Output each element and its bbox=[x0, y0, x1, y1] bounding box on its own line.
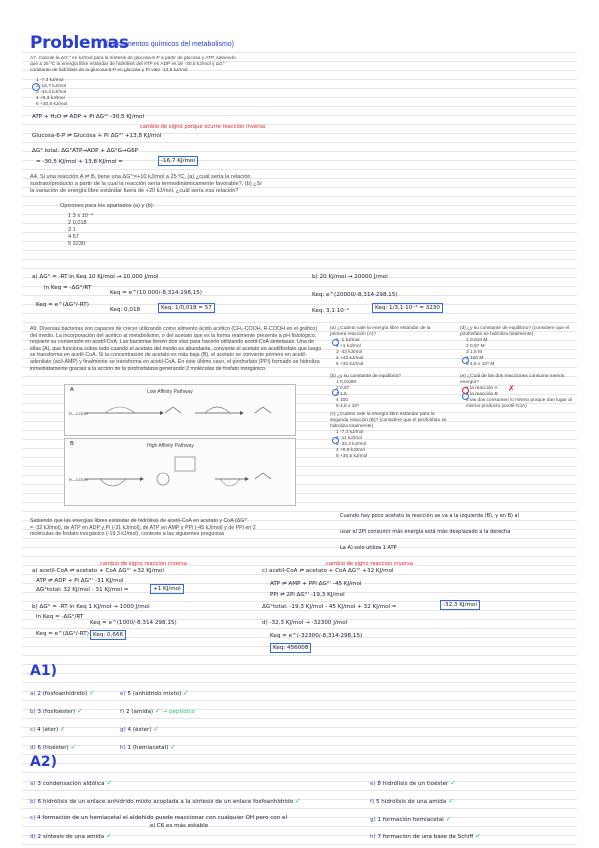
a9-qd-option: 4 100 M bbox=[466, 356, 484, 361]
circle-mark-icon bbox=[332, 389, 339, 396]
a9-qe-option: 1 la reacción A bbox=[466, 386, 498, 391]
wrong-mark-icon: ✗ bbox=[508, 384, 515, 393]
a2-item-label: b) bbox=[30, 799, 36, 805]
page-title: Problemas bbox=[30, 33, 129, 53]
a1-item-text: 2 (fosfoanhídrido) bbox=[37, 691, 88, 697]
circle-mark-icon bbox=[332, 437, 339, 444]
pathway-a-title: Low Affinity Pathway bbox=[147, 389, 193, 395]
a4-text-1: A4. Si una reacción A ⇌ B, tiene una ΔG°'=+10 kJ/mol a 25 ºC, (a) ¿cuál sería la relación bbox=[30, 174, 251, 180]
ruled-line bbox=[22, 124, 577, 125]
a1-item bbox=[30, 725, 66, 733]
a1-item-text: 4 (éter) bbox=[37, 727, 59, 733]
pathway-b-title: High Affinity Pathway bbox=[147, 443, 194, 449]
pathway-b-diagram bbox=[65, 439, 295, 505]
a2-item-label: c) bbox=[30, 815, 36, 821]
ruled-line bbox=[22, 322, 577, 323]
a7-option: 2 -16,7 kJ/mol bbox=[36, 84, 67, 89]
a9-note-3: La A) solo utiliza 1 ATP bbox=[340, 545, 397, 551]
a4-b-result: Keq: 1/3,1·10⁻⁴ = 3230 bbox=[372, 303, 443, 313]
pathway-b-panel bbox=[64, 438, 296, 506]
a9-qe-title: (e) ¿Cuál de las dos reacciones consume menos energía? bbox=[460, 374, 565, 385]
a7-text-1: A7. Calcule la ΔG°' en kJ/mol para la síntesis de glucosa-6-P a partir de glucosa y ATP, sabiendo bbox=[30, 56, 236, 61]
a9-ans-a-1: a) acetil-CoA ⇌ acetato + CoA ΔG°' +32 KJ/mol bbox=[32, 568, 164, 574]
ruled-line bbox=[22, 574, 577, 575]
ruled-line bbox=[22, 259, 577, 260]
a4-option: 4 57 bbox=[68, 234, 79, 240]
ruled-line bbox=[22, 232, 577, 233]
check-icon: ✓ bbox=[448, 797, 454, 805]
a1-item-label: g) bbox=[120, 727, 126, 733]
a1-item-text: 3 (fosfoéster) bbox=[37, 709, 76, 715]
a7-question bbox=[30, 56, 270, 74]
check-icon: ✓ bbox=[295, 797, 301, 805]
a1-item bbox=[120, 725, 159, 733]
page-subtitle: (fundamentos químicos del metabolismo) bbox=[106, 41, 235, 48]
a2-item-label: g) bbox=[370, 817, 376, 823]
ruled-line bbox=[22, 79, 577, 80]
a9-qd-option: 1 0,010 M bbox=[466, 338, 488, 343]
a9-qd-option: 2 0,67 M bbox=[466, 344, 485, 349]
a7-option: 1 -7,3 kJ/mol bbox=[36, 78, 64, 83]
a2-item-text: 6 hidrólisis de un enlace anhídrido mixto acoplada a la síntesis de un enlace fosfoanhídrido bbox=[37, 799, 294, 805]
ruled-line bbox=[22, 547, 577, 548]
a9-qd-option: 5 4,6 x 10⁵ M bbox=[466, 362, 495, 367]
a1-item-text: 5 (anhídrido mixto) bbox=[127, 691, 182, 697]
check-icon: ✓ bbox=[445, 815, 452, 823]
a2-heading: A2) bbox=[30, 754, 57, 770]
a9-ans-b-2: ln Keq = -ΔG°/RT bbox=[36, 614, 84, 620]
circle-mark-icon bbox=[462, 357, 469, 364]
a9-ans-b-3: Keq = e^(1000/-8,314·298,15) bbox=[90, 620, 177, 626]
a9-qa-option: 3 -43 kJ/mol bbox=[336, 350, 363, 355]
a9-qb-option: 2 0,67 bbox=[336, 386, 350, 391]
a9-qb-option: 4 100 bbox=[336, 398, 349, 403]
pathway-a-panel bbox=[64, 384, 296, 436]
a2-item-text: 5 hidrólisis de una amida bbox=[375, 799, 447, 805]
ruled-line bbox=[22, 610, 577, 611]
a4-question bbox=[30, 174, 360, 195]
ruled-line bbox=[22, 223, 577, 224]
a9-qc bbox=[330, 412, 448, 460]
ruled-line bbox=[22, 790, 577, 791]
a7-hw-3: ΔG° total: ΔG°ATP→ADP + ΔG°G→G6P bbox=[32, 148, 139, 154]
a1-item-label: a) bbox=[30, 691, 36, 697]
ruled-line bbox=[22, 88, 577, 89]
a1-heading: A1) bbox=[30, 663, 57, 679]
ruled-line bbox=[22, 664, 577, 665]
ruled-line bbox=[22, 268, 577, 269]
svg-text:R—COOH: R—COOH bbox=[69, 477, 88, 482]
a1-item bbox=[120, 707, 195, 715]
a9-qa-option: 4 +43 kJ/mol bbox=[336, 356, 364, 361]
ruled-line bbox=[22, 286, 577, 287]
a2-item-label: d) bbox=[30, 834, 36, 840]
ruled-line bbox=[22, 718, 577, 719]
check-icon: ✓ bbox=[70, 743, 77, 751]
a7-red-note: cambio de signo porque ocurre reacción inversa bbox=[140, 124, 266, 130]
a9-qa-title: (a) ¿Cuánto vale la energía libre estándar de la primera reacción (A)? bbox=[330, 326, 431, 337]
ruled-line bbox=[22, 808, 577, 809]
check-icon: ✓ bbox=[106, 779, 113, 787]
a4-text-3: la variación de energía libre estándar fuera de +20 kJ/mol, ¿cuál sería esa relación? bbox=[30, 188, 239, 194]
a2-item-text: 7 formación de una base de Schiff bbox=[377, 834, 474, 840]
a2-item bbox=[30, 797, 301, 805]
a9-ans-c-4: ΔG°total: -19,3 KJ/mol - 45 KJ/mol + 32 KJ/mol = bbox=[262, 604, 397, 610]
a4-text-2: sustrato/producto a partir de la cual la reacción sería termodinámicamente favorable?, (b) ¿Si bbox=[30, 181, 262, 187]
a9-qb-option: 3 1,5 bbox=[336, 392, 347, 397]
ruled-line bbox=[22, 601, 577, 602]
a4-b-line-1: b) 20 KJ/mol → 20000 J/mol bbox=[312, 274, 388, 280]
a1-item-text: 6 (tioéster) bbox=[37, 745, 69, 751]
ruled-line bbox=[22, 844, 577, 845]
a9-ans-c-2: ATP ⇌ AMP + PPi ΔG°' -45 KJ/mol bbox=[270, 581, 362, 587]
a1-item-text: 4 (éster) bbox=[127, 727, 152, 733]
a9-red-a: cambio de signo reacción inversa bbox=[100, 561, 187, 567]
check-icon: ✓ bbox=[153, 725, 160, 733]
a1-item-label: c) bbox=[30, 727, 36, 733]
a4-option: 2 0,018 bbox=[68, 220, 87, 226]
a4-option: 1 3 x 10⁻⁴ bbox=[68, 213, 94, 219]
a1-item bbox=[120, 689, 189, 697]
a1-item-label: f) bbox=[120, 709, 125, 715]
a7-options bbox=[36, 78, 67, 108]
a2-item-label: f) bbox=[370, 799, 375, 805]
a2-item bbox=[30, 815, 287, 821]
a9-ans-a-2: ATP ⇌ ADP + Pi ΔG°' -31 KJ/mol bbox=[36, 578, 124, 584]
a4-a-line-1: a) ΔG° = -RT·ln Keq 10 KJ/mol → 10.000 J/mol bbox=[32, 274, 159, 280]
a1-item-text: 1 (hemiacetal) bbox=[127, 745, 169, 751]
a7-text-3: constante de hidrólisis de la glucosa-6-P en glucosa y Pi vale -13,8 kJ/mol bbox=[30, 68, 188, 73]
a9-qe-option: 3 las dos consumen lo mismo porque dan lugar al mismo producto (acetil-CoA) bbox=[466, 398, 572, 409]
a1-item bbox=[30, 707, 83, 715]
a1-item-text: 2 (amida) bbox=[125, 709, 154, 715]
a1-item-label: h) bbox=[120, 745, 126, 751]
check-icon: ✓ bbox=[154, 707, 161, 715]
a1-peptidico-note: → peptídico bbox=[162, 709, 195, 715]
a2-item-text: el C6 es más estable bbox=[150, 823, 209, 829]
ruled-line bbox=[22, 691, 577, 692]
a9-ans-b-1: b) ΔG° = -RT·ln Keq 1 KJ/mol → 1000 J/mol bbox=[32, 604, 150, 610]
a9-ans-a-result: +1 KJ/mol bbox=[150, 584, 184, 594]
ruled-line bbox=[22, 754, 577, 755]
a9-ans-d-2: Keq = e^(-32300/-8,314·298,15) bbox=[270, 633, 363, 639]
ruled-line bbox=[22, 682, 577, 683]
a7-hw-1: ATP + H₂O ⇌ ADP + Pi ΔG°' -30,5 KJ/mol bbox=[32, 114, 145, 120]
a9-qb-title: (b) ¿y su constante de equilibrio? bbox=[330, 374, 401, 379]
a2-item bbox=[370, 779, 456, 787]
a9-note-2: usar el 2Pi consumir más energía está más desplazado a la derecha bbox=[340, 529, 511, 535]
ruled-line bbox=[22, 736, 577, 737]
a4-option: 5 3230 bbox=[68, 241, 86, 247]
a7-hw-2: Glucosa-6-P ⇌ Glucosa + Pi ΔG°' +13,8 KJ/mol bbox=[32, 133, 162, 139]
ruled-line bbox=[22, 709, 577, 710]
ruled-line bbox=[22, 628, 577, 629]
a4-b-line-2: Keq: e^(20000/-8,314·298,15) bbox=[312, 292, 398, 298]
ruled-line bbox=[22, 97, 577, 98]
a2-item bbox=[30, 779, 112, 787]
a2-item-text: 1 formación hemiacetal bbox=[377, 817, 444, 823]
ruled-line bbox=[22, 511, 577, 512]
a9-bottom-1: Sabiendo que las energías libres estándar de hidrólisis de acetil-CoA en acetato y CoA (ΔG°' bbox=[30, 518, 248, 524]
check-icon: ✓ bbox=[77, 707, 83, 715]
ruled-line bbox=[22, 772, 577, 773]
check-icon: ✓ bbox=[170, 743, 176, 751]
a2-item bbox=[30, 832, 112, 840]
a4-options bbox=[68, 213, 93, 248]
a4-a-line-5: Keq: 0,018 bbox=[110, 307, 141, 313]
a9-ans-a-3: ΔG°total: 32 KJ/mol - 31 KJ/mol = bbox=[36, 587, 129, 593]
circle-mark-icon bbox=[32, 83, 40, 91]
a9-qb-option: 5 4,6 x 10⁶ bbox=[336, 404, 360, 409]
ruled-line bbox=[22, 763, 577, 764]
ruled-line bbox=[22, 196, 577, 197]
a1-item-label: e) bbox=[120, 691, 126, 697]
a2-item-continuation bbox=[150, 823, 208, 829]
a9-qb bbox=[330, 374, 448, 410]
ruled-line bbox=[22, 538, 577, 539]
a2-item-label: h) bbox=[370, 834, 376, 840]
ruled-line bbox=[22, 295, 577, 296]
ruled-line bbox=[22, 673, 577, 674]
a9-qc-option: 5 +30,5 kJ/mol bbox=[336, 454, 368, 459]
a2-item-label: a) bbox=[30, 781, 36, 787]
a9-bottom bbox=[30, 518, 320, 538]
ruled-line bbox=[22, 826, 577, 827]
ruled-line bbox=[22, 700, 577, 701]
a9-qd-option: 3 1,5 M bbox=[466, 350, 482, 355]
a2-item-label: e) bbox=[370, 781, 376, 787]
a1-item-label: d) bbox=[30, 745, 36, 751]
ruled-line bbox=[22, 169, 577, 170]
ruled-line bbox=[22, 745, 577, 746]
a9-ans-b-result: Keq: 0,666 bbox=[90, 630, 126, 640]
a7-text-2: que a 25 ºC la energía libre estándar de hidrólisis del ATP en ADP es de -30,5 kJ/mol y ΔG°' bbox=[30, 62, 226, 67]
a7-hw-4: = -30,5 KJ/mol + 13,8 KJ/mol = bbox=[36, 159, 123, 165]
ruled-line bbox=[22, 214, 577, 215]
a9-bottom-2: = -32 kJ/mol), de ATP en ADP y Pi (-31 kJ/mol), de ATP en AMP y PPi (-45 kJ/mol) y de PPi en 2 bbox=[30, 524, 256, 531]
a9-note-1: Cuando hay poco acetato la reacción se va a la izquierda (B), y en B) al bbox=[340, 513, 519, 519]
check-icon: ✓ bbox=[475, 832, 481, 840]
a9-qe bbox=[460, 374, 575, 410]
check-icon: ✓ bbox=[450, 779, 457, 787]
ruled-line bbox=[22, 655, 577, 656]
a9-qd-title: (d) ¿y su constante de equilibrio? (considere que el pirofosfato se hidroliza totalmente) bbox=[460, 326, 570, 337]
a9-qa-option: 5 +32 kJ/mol bbox=[336, 362, 364, 367]
a4-a-line-4: Keq = e^(ΔG°/-RT) bbox=[36, 302, 89, 308]
a9-qc-option: 4 +6,9 kJ/mol bbox=[336, 448, 365, 453]
a9-qe-option: 2 la reacción B bbox=[466, 392, 498, 397]
a4-option: 3 1 bbox=[68, 227, 76, 233]
a9-qb-option: 1 0,018M bbox=[336, 380, 357, 385]
ruled-line bbox=[22, 241, 577, 242]
a2-item-text: 3 condensación aldólica bbox=[37, 781, 105, 787]
a9-ans-d-1: d) -32,3 KJ/mol → -32300 J/mol bbox=[262, 620, 348, 626]
check-icon: ✓ bbox=[59, 725, 66, 733]
a7-option: 4 +5,3 kJ/mol bbox=[36, 96, 65, 101]
a1-item bbox=[120, 743, 176, 751]
check-icon: ✓ bbox=[183, 689, 189, 697]
a7-option: 5 +30,5 kJ/mol bbox=[36, 102, 68, 107]
a9-red-c: cambio de signo reacción inversa bbox=[326, 561, 413, 567]
a1-item bbox=[30, 689, 95, 697]
a1-item bbox=[30, 743, 76, 751]
a9-qa-option: 2 +1 kJ/mol bbox=[336, 344, 361, 349]
a9-qc-title: (c) ¿Cuánto vale la energía libre estándar para la segunda reacción (B)? (considere que el pirofosfato se hidroliza totalmente) bbox=[330, 412, 447, 429]
ruled-line bbox=[22, 556, 577, 557]
a4-options-title: Opciones para los apartados (a) y (b): bbox=[60, 203, 155, 209]
a9-ans-c-result: -32,3 KJ/mol bbox=[440, 600, 480, 610]
a9-qa bbox=[330, 326, 448, 368]
a9-ans-c-1: c) acetil-CoA ⇌ acetato + CoA ΔG°' +32 KJ/mol bbox=[262, 568, 394, 574]
a2-item bbox=[370, 797, 454, 805]
a9-question: A9. Diversas bacterias son capaces de crecer utilizando como alimento ácido acético (CH₃-COOH, R-COOH en el gráfico) del medio. La incorporación del acético al metabolismo, o del acetato que es la forma realmente presente a pH fisiológico, requiere su conversión en acetil-CoA. Las bacterias tienen dos vías para hacerlo utilizando acetil-CoA sintetasas. Una de ellas (A), que funciona sobre todo cuando el acetato del medio es abundante, convierte el acetato en acetilfosfato que luego se transforma en acetil-CoA. Si la concentración de acetato es más baja (B), el acetato se convierte primero en acetil-adenilato (acil-AMP) y finalmente se transforma en acetil-CoA. En este último caso, el pirofosfato (PPi) formado se hidroliza inmediatamente gracias a la acción de la pirofosfatasa generando 2 moléculas de fosfato inorgánico. bbox=[30, 326, 322, 372]
pathway-a-diagram bbox=[65, 385, 295, 435]
a9-ans-c-3: PPi ⇌ 2Pi ΔG°' -19,3 KJ/mol bbox=[270, 592, 345, 598]
a7-option: 3 -44,3 kJ/mol bbox=[36, 90, 67, 95]
a4-b-line-3: Keq: 3,1·10⁻⁴ bbox=[312, 308, 350, 314]
ruled-line bbox=[22, 727, 577, 728]
ruled-line bbox=[22, 142, 577, 143]
a9-qa-option: 1 -1 kJ/mol bbox=[336, 338, 360, 343]
circle-mark-icon bbox=[462, 393, 469, 400]
a1-item-label: b) bbox=[30, 709, 36, 715]
ruled-line bbox=[22, 106, 577, 107]
a2-item bbox=[370, 832, 481, 840]
pathway-a-label: A bbox=[70, 387, 74, 393]
a2-item-text: 2 síntesis de una amida bbox=[37, 834, 105, 840]
ruled-line bbox=[22, 304, 577, 305]
a4-a-line-3: Keq = e^(10.000/-8,314·298,15) bbox=[110, 290, 202, 296]
a9-ans-d-result: Keq: 456008 bbox=[270, 643, 311, 653]
svg-text:R—COOH: R—COOH bbox=[69, 411, 88, 416]
a9-qc-option: 2 -11 kJ/mol bbox=[336, 436, 362, 441]
ruled-line bbox=[22, 250, 577, 251]
a4-a-line-2: ln Keq = -ΔG°/RT bbox=[44, 285, 92, 291]
pathway-b-label: B bbox=[70, 441, 74, 447]
a9-bottom-3: moléculas de fosfato inorgánico (-19,3 kJ/mol), conteste a las siguientes preguntas bbox=[30, 531, 225, 538]
a2-item-text: 4 formación de un hemiacetal el aldehído puede reaccionar con cualquier OH pero con el bbox=[37, 815, 288, 821]
a9-qd bbox=[460, 326, 575, 368]
a2-item-text: 8 hidrólisis de un tioéster bbox=[377, 781, 449, 787]
a2-item bbox=[370, 815, 451, 823]
a9-ans-b-4: Keq = e^(ΔG°/-RT) bbox=[36, 631, 89, 637]
circle-mark-icon bbox=[332, 339, 339, 346]
ruled-line bbox=[22, 313, 577, 314]
a7-result: -16,7 KJ/mol bbox=[158, 156, 198, 166]
a9-qc-option: 3 -32,3 kJ/mol bbox=[336, 442, 367, 447]
check-icon: ✓ bbox=[89, 689, 95, 697]
a4-a-result: Keq: 1/0,018 = 57 bbox=[158, 303, 215, 313]
a9-qc-option: 1 -7,3 kJ/mol bbox=[336, 430, 364, 435]
check-icon: ✓ bbox=[105, 832, 112, 840]
